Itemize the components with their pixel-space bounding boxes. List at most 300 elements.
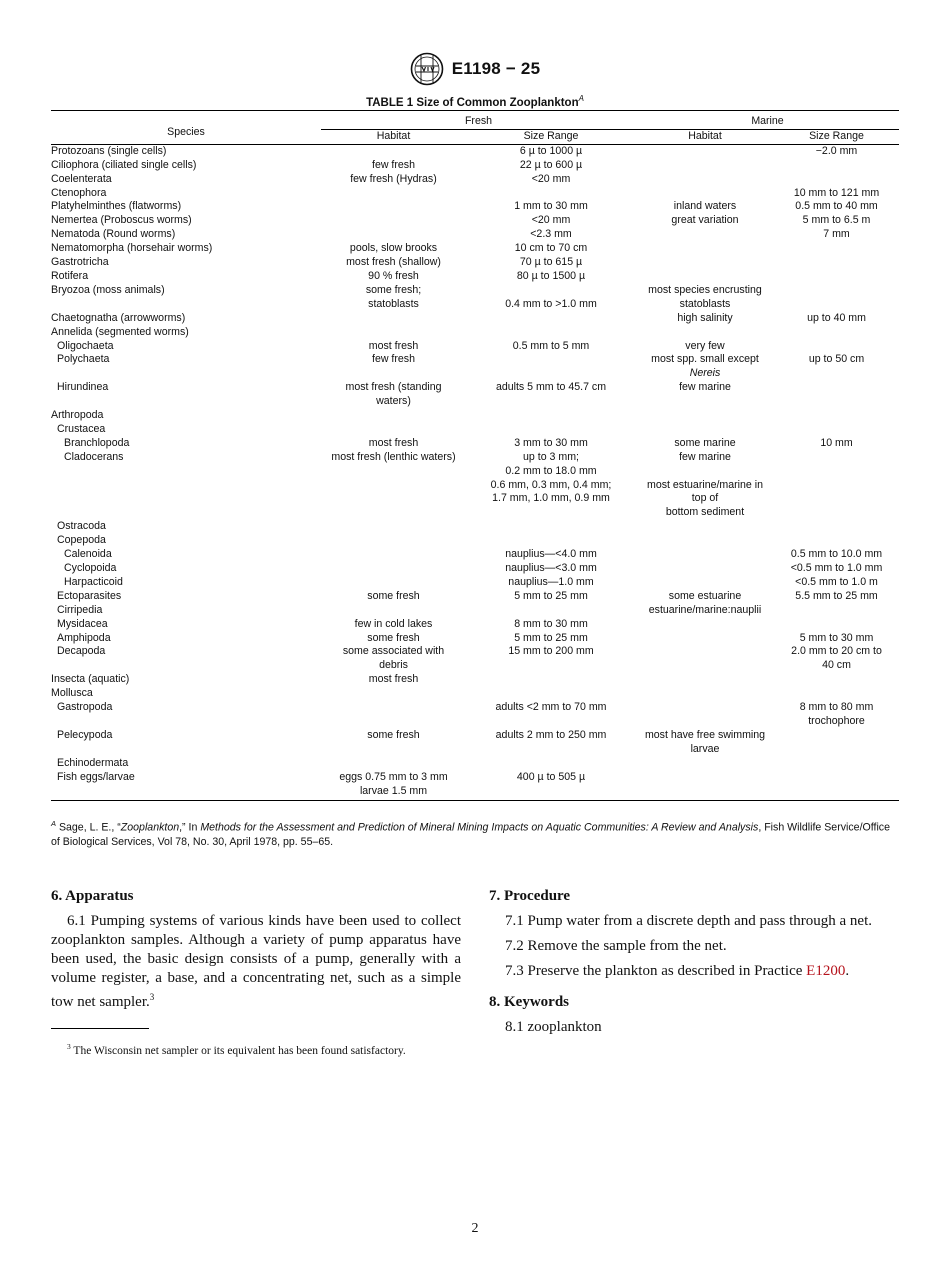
marine-habitat-cell	[636, 270, 774, 284]
marine-habitat-cell	[636, 659, 774, 673]
species-cell	[51, 298, 321, 312]
fresh-habitat-cell	[321, 312, 466, 326]
fresh-size-cell	[466, 423, 636, 437]
fresh-size-cell: 0.2 mm to 18.0 mm	[505, 464, 597, 477]
species-cell: Nematomorpha (horsehair worms)	[51, 242, 213, 255]
astm-logo-icon	[410, 52, 444, 86]
paragraph-6-1: 6.1 Pumping systems of various kinds have been used to collect zooplankton samples. Although a variety of pump apparatus have been used, the basic design consists of a pump, generally with a volume register, a base, and a concentrating net, such as a simple tow net sampler.$^3$	[51, 913, 461, 1010]
fresh-habitat-cell	[321, 228, 466, 242]
fresh-size-cell: 0.6 mm, 0.3 mm, 0.4 mm;	[490, 478, 612, 491]
fresh-habitat-cell	[321, 367, 466, 381]
species-cell: Calenoida	[64, 548, 112, 561]
marine-habitat-cell	[636, 144, 774, 158]
marine-habitat-cell: some marine	[674, 436, 736, 449]
marine-habitat-cell	[636, 562, 774, 576]
marine-size-cell	[774, 451, 899, 465]
species-cell: Chaetognatha (arrowworms)	[51, 311, 186, 324]
table-row	[51, 340, 899, 354]
fresh-habitat-cell: eggs 0.75 mm to 3 mm	[339, 770, 448, 783]
fresh-habitat-cell: pools, slow brooks	[349, 242, 438, 255]
fresh-habitat-cell	[321, 200, 466, 214]
marine-habitat-cell	[636, 701, 774, 715]
fresh-habitat-cell	[321, 534, 466, 548]
marine-size-cell	[774, 298, 899, 312]
fresh-size-cell	[466, 187, 636, 201]
page-number: 2	[471, 1221, 479, 1236]
table-row	[51, 367, 899, 381]
species-cell: Protozoans (single cells)	[51, 144, 167, 157]
marine-habitat-cell	[636, 534, 774, 548]
paragraph-7-3: 7.3 Preserve the plankton as described in Practice E1200.	[505, 963, 850, 979]
marine-habitat-cell	[636, 395, 774, 409]
species-cell: Echinodermata	[57, 756, 129, 769]
species-cell: Insecta (aquatic)	[51, 673, 130, 686]
fresh-size-cell: 0.4 mm to >1.0 mm	[505, 297, 597, 310]
fresh-size-cell	[466, 312, 636, 326]
fresh-size-cell	[466, 409, 636, 423]
marine-habitat-cell: larvae	[690, 742, 720, 755]
table-row	[51, 576, 899, 590]
marine-habitat-cell	[636, 771, 774, 785]
marine-habitat-cell: some estuarine	[668, 589, 742, 602]
fresh-habitat-cell: some fresh	[367, 589, 420, 602]
table-row	[51, 409, 899, 423]
fresh-size-cell: 80 µ to 1500 µ	[516, 269, 586, 282]
fresh-size-cell	[466, 284, 636, 298]
fresh-size-cell	[466, 520, 636, 534]
marine-size-cell: trochophore	[808, 714, 865, 727]
marine-size-cell	[774, 785, 899, 801]
marine-habitat-cell: few marine	[679, 381, 731, 394]
marine-size-cell: up to 50 cm	[808, 353, 865, 366]
marine-size-cell	[774, 465, 899, 479]
marine-habitat-cell	[636, 409, 774, 423]
species-cell: Bryozoa (moss animals)	[51, 283, 165, 296]
fresh-size-cell	[466, 757, 636, 771]
marine-habitat-cell: few marine	[679, 450, 731, 463]
marine-habitat-cell	[636, 159, 774, 173]
species-cell: Pelecypoda	[57, 728, 113, 741]
species-cell: Ciliophora (ciliated single cells)	[51, 158, 197, 171]
table-row	[51, 214, 899, 228]
fresh-habitat-cell: some fresh	[367, 631, 420, 644]
table-title: TABLE 1 Size of Common Zooplankton$^A$	[366, 94, 584, 109]
table-row	[51, 312, 899, 326]
table-row	[51, 242, 899, 256]
fresh-size-cell: 10 cm to 70 cm	[514, 242, 588, 255]
table-row	[51, 673, 899, 687]
fresh-size-cell	[466, 326, 636, 340]
table-footnote: $^A$ Sage, L. E., “Zooplankton,” In Methods for the Assessment and Prediction of Mineral Mining Impacts on Aquatic Communities: A Review and Analysis, Fish Wildlife Service/Office of Biological Services, Vol 78, No. 30, April 1978, pp. 55–65.	[51, 819, 890, 849]
marine-habitat-cell	[636, 520, 774, 534]
table-row	[51, 715, 899, 729]
marine-habitat-cell	[636, 715, 774, 729]
fresh-habitat-cell	[321, 562, 466, 576]
fresh-size-cell	[466, 743, 636, 757]
marine-habitat-cell	[636, 465, 774, 479]
table-row	[51, 618, 899, 632]
marine-habitat-cell: estuarine/marine:nauplii	[648, 603, 762, 616]
fresh-habitat-cell	[321, 409, 466, 423]
fresh-size-cell: adults 2 mm to 250 mm	[495, 728, 607, 741]
species-cell: Polychaeta	[57, 353, 110, 366]
marine-size-cell	[774, 395, 899, 409]
marine-habitat-cell	[636, 423, 774, 437]
species-cell: Branchlopoda	[64, 436, 130, 449]
fresh-habitat-cell: few fresh	[372, 158, 415, 171]
fresh-habitat-cell	[321, 214, 466, 228]
table-row	[51, 645, 899, 659]
table-row	[51, 548, 899, 562]
fresh-size-cell	[466, 659, 636, 673]
marine-size-cell: 7 mm	[823, 228, 850, 241]
marine-size-cell: 0.5 mm to 10.0 mm	[790, 548, 883, 561]
table-body	[51, 144, 899, 801]
column-group-marine: Marine	[636, 111, 899, 130]
marine-size-cell	[774, 381, 899, 395]
marine-size-cell: 0.5 mm to 40 mm	[795, 200, 878, 213]
species-cell	[51, 659, 321, 673]
species-cell: Copepoda	[57, 534, 106, 547]
species-cell: Mollusca	[51, 687, 93, 700]
fresh-size-cell: nauplius—1.0 mm	[508, 575, 594, 588]
marine-size-cell: 5 mm to 6.5 m	[802, 214, 871, 227]
species-cell	[51, 479, 321, 493]
table-row	[51, 590, 899, 604]
table-row	[51, 451, 899, 465]
table-row	[51, 506, 899, 520]
zooplankton-table-container	[51, 110, 899, 801]
marine-habitat-cell: bottom sediment	[665, 506, 745, 519]
table-row	[51, 534, 899, 548]
fresh-size-cell	[466, 506, 636, 520]
species-cell: Cladocerans	[64, 450, 124, 463]
fresh-habitat-cell: larvae 1.5 mm	[321, 785, 466, 801]
species-cell: Nemertea (Proboscus worms)	[51, 214, 192, 227]
section-heading-procedure: 7. Procedure	[489, 888, 571, 904]
species-cell: Annelida (segmented worms)	[51, 325, 189, 338]
marine-size-cell	[774, 479, 899, 493]
fresh-size-cell	[466, 367, 636, 381]
fresh-size-cell: 6 µ to 1000 µ	[519, 144, 583, 157]
species-cell: Gastropoda	[57, 701, 113, 714]
species-cell: Fish eggs/larvae	[57, 770, 135, 783]
marine-habitat-cell	[636, 326, 774, 340]
table-row	[51, 228, 899, 242]
fresh-size-cell: <20 mm	[531, 172, 571, 185]
marine-habitat-cell: inland waters	[673, 200, 737, 213]
marine-size-cell	[774, 159, 899, 173]
fresh-size-cell: <20 mm	[531, 214, 571, 227]
fresh-size-cell: nauplius—<3.0 mm	[505, 562, 597, 574]
fresh-habitat-cell: few fresh	[372, 353, 415, 366]
species-cell: Cyclopoida	[64, 562, 117, 574]
fresh-size-cell	[466, 673, 636, 687]
fresh-habitat-cell	[321, 701, 466, 715]
species-cell: Decapoda	[57, 645, 106, 658]
marine-size-cell	[774, 743, 899, 757]
species-cell	[51, 492, 321, 506]
right-column	[489, 887, 899, 1043]
column-header-marine-habitat: Habitat	[636, 129, 774, 144]
marine-size-cell	[774, 367, 899, 381]
paragraph-7-1: 7.1 Pump water from a discrete depth and pass through a net.	[505, 913, 872, 929]
fresh-size-cell	[466, 353, 636, 367]
section-heading-keywords: 8. Keywords	[489, 994, 569, 1010]
species-cell	[51, 715, 321, 729]
marine-size-cell	[774, 242, 899, 256]
marine-size-cell	[774, 256, 899, 270]
fresh-habitat-cell	[321, 492, 466, 506]
marine-size-cell	[774, 771, 899, 785]
fresh-habitat-cell: few fresh (Hydras)	[350, 172, 437, 185]
marine-size-cell	[774, 340, 899, 354]
species-cell: Rotifera	[51, 269, 89, 282]
fresh-habitat-cell	[321, 465, 466, 479]
marine-size-cell	[774, 284, 899, 298]
marine-size-cell	[774, 673, 899, 687]
fresh-habitat-cell	[321, 326, 466, 340]
table-row	[51, 200, 899, 214]
table-header-row	[51, 111, 899, 130]
species-cell: Ctenophora	[51, 186, 107, 199]
fresh-habitat-cell: most fresh (lenthic waters)	[331, 450, 456, 463]
fresh-habitat-cell	[321, 548, 466, 562]
fresh-habitat-cell: some fresh;	[365, 283, 422, 296]
fresh-habitat-cell: debris	[379, 659, 408, 672]
species-cell: Gastrotricha	[51, 256, 109, 269]
fresh-habitat-cell: most fresh	[368, 436, 419, 449]
fresh-size-cell: <2.3 mm	[530, 228, 572, 241]
fresh-size-cell: adults <2 mm to 70 mm	[495, 701, 607, 714]
fresh-size-cell: 400 µ to 505 µ	[516, 770, 586, 783]
marine-habitat-cell: most estuarine/marine in	[647, 478, 763, 491]
left-column	[51, 887, 461, 1018]
marine-size-cell	[774, 534, 899, 548]
fresh-size-cell	[466, 715, 636, 729]
table-row	[51, 479, 899, 493]
fresh-habitat-cell: most fresh	[368, 339, 419, 352]
marine-size-cell: 40 cm	[822, 659, 851, 672]
marine-size-cell: 10 mm	[820, 436, 853, 449]
fresh-size-cell: 22 µ to 600 µ	[519, 158, 583, 171]
fresh-size-cell	[466, 785, 636, 801]
fresh-habitat-cell	[321, 687, 466, 701]
marine-size-cell	[774, 618, 899, 632]
species-cell: Coelenterata	[51, 172, 112, 185]
marine-size-cell: <0.5 mm to 1.0 m	[795, 575, 878, 588]
column-group-fresh: Fresh	[321, 111, 636, 130]
marine-size-cell	[774, 326, 899, 340]
fresh-size-cell	[466, 687, 636, 701]
paragraph-8-1: 8.1 zooplankton	[505, 1019, 602, 1035]
fresh-habitat-cell: 90 % fresh	[368, 269, 419, 282]
table-row	[51, 771, 899, 785]
species-cell: Mysidacea	[57, 617, 108, 630]
table-row	[51, 381, 899, 395]
marine-habitat-cell	[636, 173, 774, 187]
table-row	[51, 256, 899, 270]
fresh-habitat-cell	[321, 604, 466, 618]
fresh-size-cell: 8 mm to 30 mm	[514, 617, 588, 630]
marine-size-cell	[774, 173, 899, 187]
species-cell: Ostracoda	[57, 520, 106, 533]
fresh-habitat-cell: most fresh	[368, 673, 419, 686]
fresh-size-cell: adults 5 mm to 45.7 cm	[495, 381, 607, 394]
marine-size-cell	[774, 604, 899, 618]
species-cell: Nematoda (Round worms)	[51, 228, 176, 241]
marine-habitat-cell	[636, 757, 774, 771]
marine-habitat-cell	[636, 187, 774, 201]
table-row	[51, 520, 899, 534]
table-row	[51, 423, 899, 437]
marine-habitat-cell	[636, 256, 774, 270]
marine-size-cell: 8 mm to 80 mm	[799, 701, 874, 714]
marine-habitat-cell: most spp. small except	[651, 353, 759, 366]
page-footnote: $^3$ The Wisconsin net sampler or its equivalent has been found satisfactory.	[67, 1042, 406, 1057]
marine-size-cell: 2.0 mm to 20 cm to	[791, 645, 882, 658]
marine-size-cell: 5 mm to 30 mm	[799, 631, 874, 644]
fresh-habitat-cell	[321, 506, 466, 520]
marine-habitat-cell: most have free swimming	[644, 728, 766, 741]
marine-size-cell: up to 40 mm	[807, 311, 866, 324]
table-row	[51, 298, 899, 312]
species-cell: Hirundinea	[57, 381, 109, 394]
marine-size-cell	[774, 757, 899, 771]
fresh-size-cell: 70 µ to 615 µ	[519, 256, 583, 269]
species-cell: Harpacticoid	[64, 575, 123, 588]
fresh-habitat-cell: few in cold lakes	[354, 617, 433, 630]
table-row	[51, 729, 899, 743]
marine-habitat-cell: Nereis	[689, 367, 721, 380]
fresh-habitat-cell: statoblasts	[368, 297, 419, 310]
fresh-habitat-cell	[321, 520, 466, 534]
marine-habitat-cell: statoblasts	[679, 297, 731, 310]
table-row	[51, 562, 899, 576]
marine-size-cell	[774, 270, 899, 284]
fresh-size-cell: 0.5 mm to 5 mm	[512, 339, 590, 352]
table-row	[51, 173, 899, 187]
table-row	[51, 353, 899, 367]
fresh-size-cell: nauplius—<4.0 mm	[505, 548, 597, 561]
marine-size-cell	[774, 492, 899, 506]
document-header	[0, 52, 950, 86]
fresh-size-cell	[466, 534, 636, 548]
table-row	[51, 604, 899, 618]
zooplankton-size-table	[51, 110, 899, 801]
species-cell	[51, 785, 321, 801]
fresh-size-cell	[466, 395, 636, 409]
fresh-habitat-cell	[321, 757, 466, 771]
marine-size-cell	[774, 729, 899, 743]
species-cell: Platyhelminthes (flatworms)	[51, 200, 182, 213]
table-row	[51, 632, 899, 646]
fresh-size-cell: 5 mm to 25 mm	[514, 589, 588, 602]
marine-habitat-cell	[636, 576, 774, 590]
marine-size-cell: −2.0 mm	[815, 144, 858, 157]
table-row	[51, 743, 899, 757]
marine-size-cell: <0.5 mm to 1.0 mm	[790, 562, 883, 574]
marine-habitat-cell: top of	[691, 492, 719, 505]
species-cell: Oligochaeta	[57, 339, 114, 352]
column-header-species: Species	[51, 111, 321, 145]
fresh-habitat-cell: waters)	[376, 395, 411, 408]
species-cell	[51, 506, 321, 520]
fresh-size-cell: 5 mm to 25 mm	[514, 631, 588, 644]
fresh-habitat-cell	[321, 479, 466, 493]
fresh-size-cell: 1.7 mm, 1.0 mm, 0.9 mm	[492, 492, 610, 505]
fresh-size-cell	[466, 604, 636, 618]
fresh-habitat-cell	[321, 576, 466, 590]
fresh-habitat-cell: most fresh (standing	[345, 381, 442, 394]
section-heading-apparatus: 6. Apparatus	[51, 888, 134, 904]
marine-habitat-cell	[636, 673, 774, 687]
fresh-habitat-cell	[321, 423, 466, 437]
fresh-size-cell: up to 3 mm;	[523, 450, 579, 463]
marine-habitat-cell	[636, 645, 774, 659]
marine-size-cell: 5.5 mm to 25 mm	[795, 589, 878, 602]
standard-designation: E1198 − 25	[451, 59, 541, 78]
marine-habitat-cell: high salinity	[677, 311, 733, 324]
species-cell	[51, 743, 321, 757]
fresh-habitat-cell: some associated with	[342, 645, 445, 658]
fresh-habitat-cell: most fresh (shallow)	[346, 256, 441, 269]
fresh-habitat-cell	[321, 187, 466, 201]
table-row	[51, 701, 899, 715]
table-row	[51, 492, 899, 506]
column-header-fresh-size: Size Range	[466, 129, 636, 144]
marine-habitat-cell: most species encrusting	[648, 283, 762, 296]
fresh-habitat-cell	[321, 715, 466, 729]
marine-habitat-cell	[636, 632, 774, 646]
fresh-size-cell: 1 mm to 30 mm	[514, 200, 588, 213]
species-cell	[51, 465, 321, 479]
marine-habitat-cell	[636, 785, 774, 801]
table-row	[51, 284, 899, 298]
table-row	[51, 395, 899, 409]
species-cell: Arthropoda	[51, 409, 104, 422]
fresh-size-cell: 15 mm to 200 mm	[508, 645, 594, 658]
fresh-size-cell: 3 mm to 30 mm	[514, 436, 588, 449]
practice-e1200-link[interactable]: E1200	[806, 963, 846, 979]
column-header-marine-size: Size Range	[774, 129, 899, 144]
marine-size-cell	[774, 423, 899, 437]
table-row	[51, 437, 899, 451]
footnote-rule	[51, 1028, 149, 1029]
marine-habitat-cell	[636, 228, 774, 242]
species-cell: Crustacea	[57, 422, 106, 435]
table-row	[51, 159, 899, 173]
marine-size-cell	[774, 506, 899, 520]
species-cell: Cirripedia	[57, 603, 103, 616]
table-row	[51, 659, 899, 673]
species-cell	[51, 367, 321, 381]
marine-size-cell	[774, 687, 899, 701]
table-row	[51, 187, 899, 201]
fresh-habitat-cell: some fresh	[367, 728, 420, 741]
table-row	[51, 326, 899, 340]
marine-habitat-cell	[636, 687, 774, 701]
marine-habitat-cell: great variation	[671, 214, 739, 227]
table-row	[51, 144, 899, 158]
fresh-habitat-cell	[321, 743, 466, 757]
species-cell	[51, 395, 321, 409]
table-row	[51, 757, 899, 771]
marine-size-cell: 10 mm to 121 mm	[793, 186, 880, 199]
fresh-habitat-cell	[321, 144, 466, 158]
table-row	[51, 465, 899, 479]
species-cell: Ectoparasites	[57, 589, 122, 602]
